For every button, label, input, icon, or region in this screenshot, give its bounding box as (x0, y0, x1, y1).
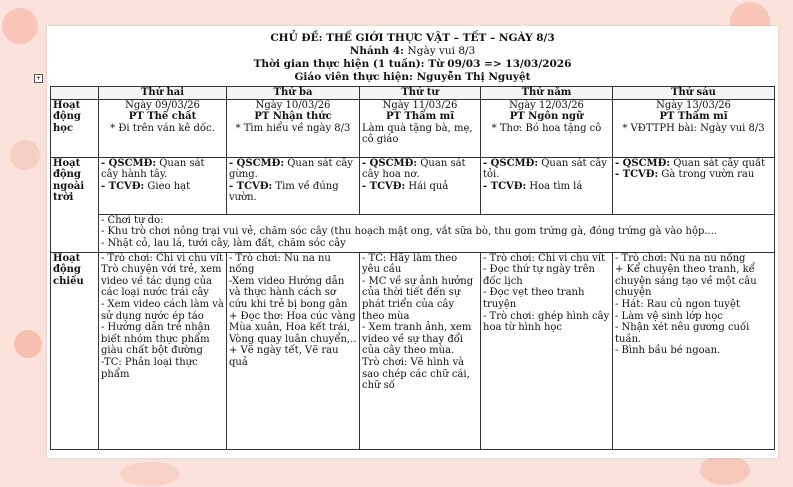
table-cell: - Trò chơi: Nu na nu nống + Kể chuyện theo tranh, kể chuyện sáng tạo về một câu chuyện - Hát: Rau củ ngon tuyệt - Làm vệ sinh lớp học - Nhận xét nêu gương cuối tuần. - Bình bầu bé ngoan. (613, 252, 775, 449)
time-line: Thời gian thực hiện (1 tuần): Từ 09/03 => 13/03/2026 (253, 58, 572, 70)
decor-circle (10, 140, 40, 170)
table-cell: Ngày 10/03/26 PT Nhận thức * Tìm hiểu về ngày 8/3 (227, 99, 360, 157)
table-header-row (51, 87, 775, 100)
table-cell: - Trò chơi: Chi vi chu vít - Đọc thứ tự ngày trên đốc lịch - Đọc vẹt theo tranh truyện - Trò chơi: ghép hình cây hoa từ hình học (481, 252, 613, 449)
weekly-plan-table (50, 86, 775, 450)
day-header: Thứ năm (481, 87, 613, 100)
table-cell: Ngày 12/03/26 PT Ngôn ngữ * Thơ: Bó hoa tặng cô (481, 99, 613, 157)
row-hoat-dong-hoc (51, 99, 775, 157)
branch-label: Nhánh 4: (349, 45, 404, 57)
plan-title: CHỦ ĐỀ: THẾ GIỚI THỰC VẬT – TẾT – NGÀY 8/3 (270, 32, 555, 44)
day-header: Thứ tư (360, 87, 481, 100)
corner-cell (51, 87, 99, 100)
table-cell: - QSCMĐ: Quan sát cây quất - TCVĐ: Gà trong vườn rau (613, 157, 775, 214)
decor-circle (14, 330, 42, 358)
decor-circle (700, 455, 750, 485)
table-move-handle-icon[interactable]: + (35, 75, 42, 82)
table-cell: Ngày 11/03/26 PT Thẩm mĩ Làm quà tặng bà, mẹ, cô giáo (360, 99, 481, 157)
document-header (47, 32, 778, 84)
row-hoat-dong-ngoai-troi (51, 157, 775, 214)
lesson-plan-document (35, 26, 778, 458)
table-cell: - Trò chơi: Nu na nu nống -Xem video Hướng dẫn và thực hành cách sơ cứu khi trẻ bị bong gân + Đọc thơ: Hoa cúc vàng Mùa xuân, Hoa kết trái, Vòng quay luân chuyển,.. + Vẽ ngày tết, Vẽ rau quả (227, 252, 360, 449)
table-cell: - QSCMĐ: Quan sát cây tỏi. - TCVĐ: Hoa tìm lá (481, 157, 613, 214)
branch-line (47, 45, 778, 58)
teacher-line: Giáo viên thực hiện: Nguyễn Thị Nguyệt (294, 71, 531, 83)
day-header: Thứ hai (99, 87, 227, 100)
day-header: Thứ sáu (613, 87, 775, 100)
decor-circle (120, 462, 180, 486)
table-cell: - Trò chơi: Chi vi chu vít Trò chuyện với trẻ, xem video về tác dụng của các loại nước trái cây - Xem video cách làm và sử dụng nước ép táo - Hướng dẫn trẻ nhận biết nhóm thực phẩm giàu chất bột đường -TC: Phân loại thực phẩm (99, 252, 227, 449)
free-play-cell: - Chơi tự do: - Khu trò chơi nông trại vui vẻ, chăm sóc cây (thu hoạch mật ong, vắt sữa bò, thu gom trứng gà, đóng trứng gà vào hộp.... - Nhặt cỏ, lau lá, tưới cây, làm đất, chăm sóc cây (99, 214, 775, 252)
row-free-play (51, 214, 775, 252)
row-label-chieu: Hoạt động chiều (51, 252, 99, 449)
table-cell: - TC: Hãy làm theo yêu cầu - MC về sự ảnh hưởng của thời tiết đến sự phát triển của cây theo mùa - Xem tranh ảnh, xem video về sự thay đổi của cây theo mùa. Trò chơi: Vẽ hình và sao chép các chữ cái, chữ số (360, 252, 481, 449)
branch-value: Ngày vui 8/3 (407, 45, 476, 57)
row-label-ngoai-troi: Hoạt động ngoài trời (51, 157, 99, 252)
table-cell: - QSCMĐ: Quan sát cây hoa nơ. - TCVĐ: Hái quả (360, 157, 481, 214)
table-cell: Ngày 09/03/26 PT Thể chất * Đi trên ván kê dốc. (99, 99, 227, 157)
row-label-hoc: Hoạt động học (51, 99, 99, 157)
decor-circle (2, 8, 38, 44)
table-cell: - QSCMĐ: Quan sát cây hành tây. - TCVĐ: Gieo hạt (99, 157, 227, 214)
row-hoat-dong-chieu (51, 252, 775, 449)
day-header: Thứ ba (227, 87, 360, 100)
table-cell: - QSCMĐ: Quan sát cây gừng. - TCVĐ: Tìm về đúng vườn. (227, 157, 360, 214)
table-cell: Ngày 13/03/26 PT Thẩm mĩ * VĐTTPH bài: Ngày vui 8/3 (613, 99, 775, 157)
